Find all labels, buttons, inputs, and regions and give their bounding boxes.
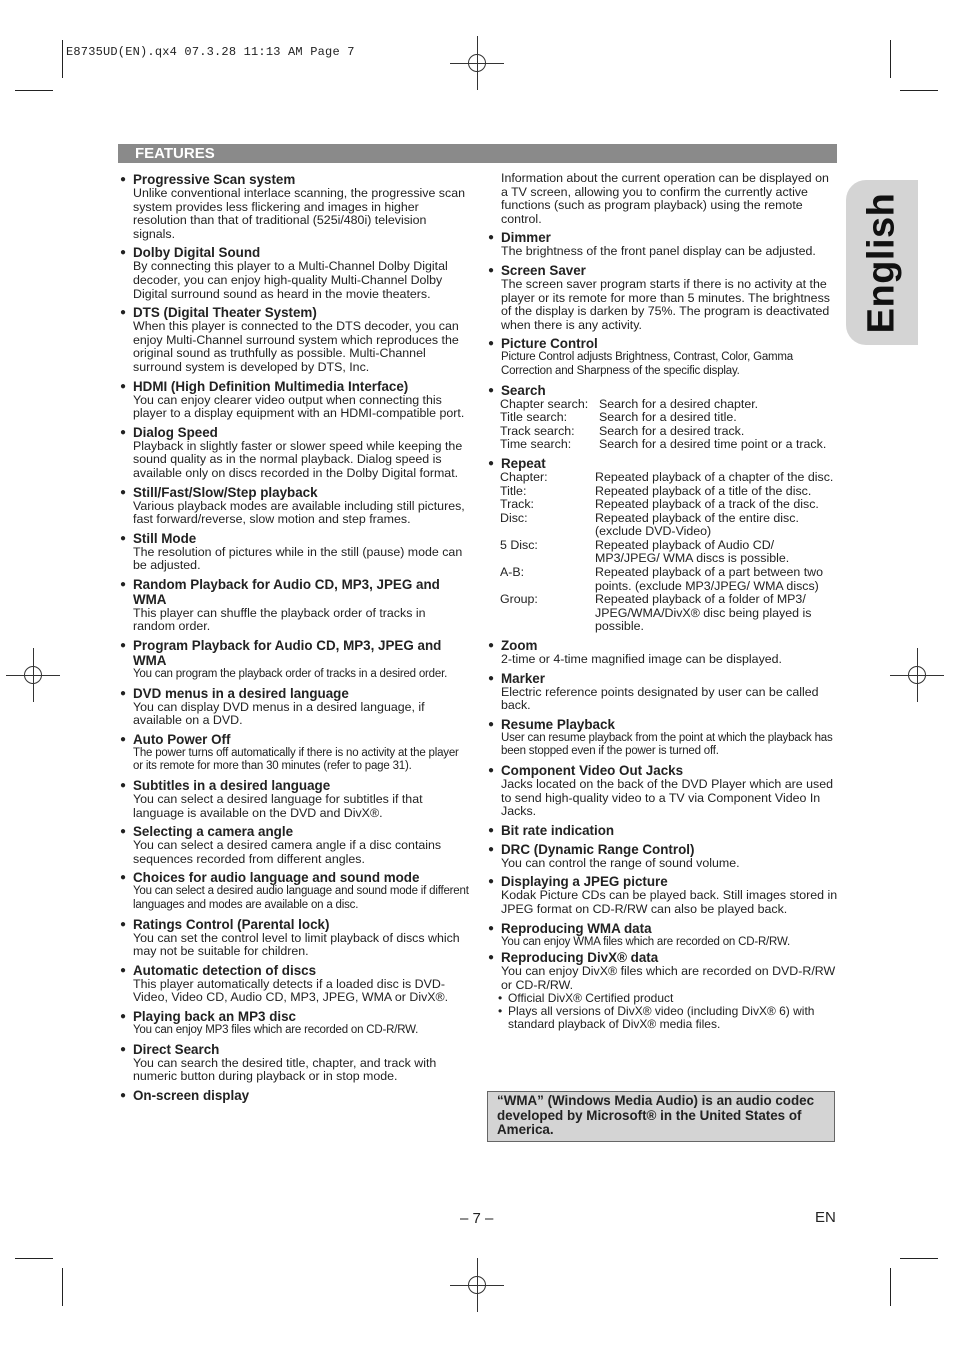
feature-description: You can control the range of sound volume. (501, 855, 740, 870)
table-value: Search for a desired chapter. (599, 396, 759, 411)
list-item: • Plays all versions of DivX® video (including DivX® 6) with standard playback of DivX® media files. (498, 1004, 815, 1032)
table-key: Disc: (500, 510, 528, 525)
table-value: Repeated playback of a folder of MP3/ JPEG/WMA/DivX® disc being played is possible. (595, 592, 812, 634)
feature-description: You can select a desired language for subtitles if that language is available on the DVD and DivX®. (133, 792, 423, 820)
table-key: Title: (500, 483, 527, 498)
table-value: Repeated playback of Audio CD/ MP3/JPEG/ WMA discs is possible. (595, 537, 790, 566)
feature-title: ● Dialog Speed (120, 425, 470, 440)
feature-item (120, 917, 470, 959)
feature-description: You can display DVD menus in a desired language, if available on a DVD. (133, 699, 425, 728)
onscreen-display-description: Information about the current operation can be displayed on a TV screen, allowing you to confirm the currently active functions (such as program playback) using the remote control. (501, 171, 829, 226)
table-value: Repeated playback of a title of the disc. (595, 483, 812, 498)
table-value: Repeated playback of the entire disc. (exclude DVD-Video) (595, 510, 799, 539)
table-row (500, 512, 838, 539)
feature-title: ● Reproducing WMA data (488, 921, 838, 936)
feature-title: ● Screen Saver (488, 263, 838, 278)
crop-mark (900, 1258, 938, 1259)
print-slug: E8735UD(EN).qx4 07.3.28 11:13 AM Page 7 (66, 45, 355, 59)
search-modes-table (500, 398, 826, 452)
feature-item (488, 921, 838, 950)
feature-title: ● Direct Search (120, 1042, 470, 1057)
feature-title: ● Picture Control (488, 336, 838, 351)
feature-description: User can resume playback from the point at which the playback has been stopped even if the power is turned off. (501, 731, 833, 758)
right-column (488, 172, 838, 1035)
table-row (500, 425, 826, 439)
crop-mark (890, 40, 891, 78)
table-row (500, 411, 826, 425)
table-value: Repeated playback of a track of the disc. (595, 497, 819, 512)
feature-description: The screen saver program starts if there is no activity at the player or its remote for more than 5 minutes. The brightness of the display is darken by 75%. The program is deactivated when there is any activity. (501, 276, 830, 332)
feature-item (488, 336, 838, 378)
table-key: A-B: (500, 565, 525, 580)
table-key: 5 Disc: (500, 537, 538, 552)
crop-mark (62, 40, 63, 78)
table-key: Group: (500, 592, 538, 607)
feature-description: Electric reference points designated by user can be called back. (501, 684, 819, 713)
feature-item (120, 245, 470, 301)
feature-title: ● HDMI (High Definition Multimedia Interface) (120, 379, 470, 394)
feature-title: ● Selecting a camera angle (120, 824, 470, 839)
feature-description: The brightness of the front panel display can be adjusted. (501, 244, 816, 259)
feature-item (488, 763, 838, 819)
feature-description: This player can shuffle the playback order of tracks in random order. (133, 605, 426, 634)
table-key: Track: (500, 497, 534, 512)
feature-description: You can enjoy MP3 files which are recorded on CD-R/RW. (133, 1023, 419, 1036)
crop-mark (62, 1268, 63, 1306)
feature-title: ● Random Playback for Audio CD, MP3, JPEG and WMA (120, 577, 470, 607)
list-item: • Official DivX® Certified product (498, 991, 674, 1006)
language-tab (846, 180, 918, 345)
feature-description: Unlike conventional interlace scanning, the progressive scan system provides less flickering and images in higher resolution than that of traditional (525i/480i) television signals. (133, 186, 465, 241)
crop-mark (890, 1268, 891, 1306)
feature-description: You can enjoy WMA files which are recorded on CD-R/RW. (501, 935, 790, 948)
feature-item (488, 230, 838, 259)
registration-mark-icon (462, 48, 492, 78)
feature-title: ● Dimmer (488, 230, 838, 245)
feature-title: ● Dolby Digital Sound (120, 245, 470, 260)
feature-description: You can enjoy clearer video output when connecting this player to a display equipment with an HDMI-compatible port. (133, 392, 465, 421)
feature-title: ● Displaying a JPEG picture (488, 874, 838, 889)
crop-mark (15, 90, 53, 91)
feature-item (120, 531, 470, 573)
feature-item (120, 305, 470, 374)
table-row (500, 498, 838, 512)
feature-description: You can select a desired audio language and sound mode if different languages and modes are available on a disc. (133, 885, 469, 911)
feature-description: Playback in slightly faster or slower speed while keeping the sound quality as in the normal playback. Dialog speed is available only on discs recorded in the Dolby Digital format. (133, 438, 463, 480)
feature-item (120, 577, 470, 634)
feature-description: You can search the desired title, chapter, and track with numeric button during playback or in stop mode. (133, 1055, 437, 1084)
table-key: Chapter: (500, 469, 548, 484)
registration-mark-icon (18, 660, 48, 690)
feature-item (120, 379, 470, 421)
language-tab-label: English (860, 192, 903, 333)
feature-item (120, 686, 470, 728)
registration-mark-icon (902, 660, 932, 690)
feature-description: Various playback modes are available including still pictures, fast forward/reverse, slow motion and step frames. (133, 498, 465, 527)
feature-description: Picture Control adjusts Brightness, Contrast, Color, Gamma Correction and Sharpness of the specific display. (501, 351, 793, 377)
feature-title: ● Marker (488, 671, 838, 686)
list-item-text: Official DivX® Certified product (508, 991, 674, 1006)
feature-title: ● Program Playback for Audio CD, MP3, JPEG and WMA (120, 638, 470, 668)
feature-description: 2-time or 4-time magnified image can be displayed. (501, 652, 782, 667)
feature-title: ● Resume Playback (488, 717, 838, 732)
feature-title: ● Zoom (488, 638, 838, 653)
feature-item (120, 638, 470, 682)
feature-item (488, 717, 838, 759)
table-key: Time search: (500, 437, 572, 452)
feature-title: ● Ratings Control (Parental lock) (120, 917, 470, 932)
table-value: Repeated playback of a part between two points. (exclude MP3/JPEG/ WMA discs) (595, 565, 823, 593)
list-item-text: Plays all versions of DivX® video (including DivX® 6) with standard playback of DivX® media files. (508, 1004, 815, 1032)
table-key: Chapter search: (500, 396, 589, 411)
feature-description: By connecting this player to a Multi-Channel Dolby Digital decoder, you can enjoy high-quality Multi-Channel Dolby Digital surround sound as heard in the movie theaters. (133, 259, 448, 301)
feature-item (120, 732, 470, 774)
feature-title: ● Still Mode (120, 531, 470, 546)
table-row (500, 566, 838, 593)
feature-item (120, 485, 470, 527)
feature-item (120, 425, 470, 481)
feature-item (488, 950, 838, 1031)
feature-item (488, 874, 838, 916)
feature-title: ● Automatic detection of discs (120, 963, 470, 978)
feature-title: ● Subtitles in a desired language (120, 778, 470, 793)
feature-item (120, 778, 470, 820)
feature-description: The power turns off automatically if there is no activity at the player or its remote for more than 30 minutes (refer to page 31). (133, 746, 459, 773)
table-row (500, 539, 838, 566)
section-header (118, 144, 837, 163)
feature-description: You can enjoy DivX® files which are recorded on DVD-R/RW or CD-R/RW. (501, 964, 836, 992)
feature-title: ● DTS (Digital Theater System) (120, 305, 470, 320)
feature-item (488, 383, 838, 452)
feature-title: ● Playing back an MP3 disc (120, 1009, 470, 1024)
table-value: Repeated playback of a chapter of the disc. (595, 469, 834, 484)
feature-item (488, 638, 838, 667)
feature-title: ● Bit rate indication (488, 823, 838, 838)
feature-title: ● DVD menus in a desired language (120, 686, 470, 701)
crop-mark (900, 90, 938, 91)
feature-title: ● Component Video Out Jacks (488, 763, 838, 778)
feature-description: Kodak Picture CDs can be played back. Still images stored in JPEG format on CD-R/RW can also be played back. (501, 888, 838, 916)
table-value: Search for a desired time point or a track. (599, 437, 827, 452)
feature-title: ● Still/Fast/Slow/Step playback (120, 485, 470, 500)
feature-title: ● On-screen display (120, 1088, 470, 1103)
feature-description: You can program the playback order of tracks in a desired order. (133, 668, 448, 681)
feature-item (120, 824, 470, 866)
registration-mark-icon (462, 1270, 492, 1300)
table-row (500, 593, 838, 634)
table-key: Title search: (500, 410, 568, 425)
feature-title: ● Progressive Scan system (120, 172, 470, 187)
feature-item (120, 172, 470, 241)
section-title: FEATURES (135, 145, 215, 162)
left-column (120, 172, 470, 1107)
feature-item (488, 263, 838, 332)
table-value: Search for a desired title. (599, 410, 737, 425)
table-row (500, 398, 826, 412)
feature-item (120, 1009, 470, 1038)
feature-item (120, 1088, 470, 1103)
table-row (500, 485, 838, 499)
language-code: EN (815, 1209, 836, 1226)
feature-title: ● Repeat (488, 456, 838, 471)
feature-title: ● Search (488, 383, 838, 398)
feature-title: ● Auto Power Off (120, 732, 470, 747)
table-row (500, 438, 826, 452)
feature-item (488, 671, 838, 713)
feature-description: You can set the control level to limit playback of discs which may not be suitable for children. (133, 930, 460, 959)
table-key: Track search: (500, 423, 575, 438)
page-number: – 7 – (460, 1210, 494, 1227)
feature-title: ● Choices for audio language and sound mode (120, 870, 470, 885)
feature-description: This player automatically detects if a loaded disc is DVD-Video, Video CD, Audio CD, MP3, JPEG, WMA or DivX®. (133, 976, 449, 1005)
table-row (500, 471, 838, 485)
feature-description: The resolution of pictures while in the still (pause) mode can be adjusted. (133, 544, 463, 573)
feature-item (488, 456, 838, 634)
feature-item (120, 963, 470, 1005)
feature-item (488, 823, 838, 838)
feature-item (120, 1042, 470, 1084)
table-value: Search for a desired track. (599, 423, 745, 438)
wma-note-box: “WMA” (Windows Media Audio) is an audio codec developed by Microsoft® in the United States of America. (487, 1091, 835, 1142)
feature-title: ● Reproducing DivX® data (488, 950, 838, 965)
feature-description: Jacks located on the back of the DVD Player which are used to send high-quality video to a TV via Component Video In Jacks. (501, 777, 833, 819)
feature-description: You can select a desired camera angle if a disc contains sequences recorded from different angles. (133, 838, 442, 866)
repeat-modes-table (500, 471, 838, 634)
feature-description: When this player is connected to the DTS decoder, you can enjoy Multi-Channel surround system which reproduces the original sound as truthfully as possible. Multi-Channel surround system is developed by DTS, Inc. (133, 319, 459, 374)
feature-item (488, 842, 838, 871)
feature-title: ● DRC (Dynamic Range Control) (488, 842, 838, 857)
crop-mark (15, 1258, 53, 1259)
feature-item (120, 870, 470, 912)
